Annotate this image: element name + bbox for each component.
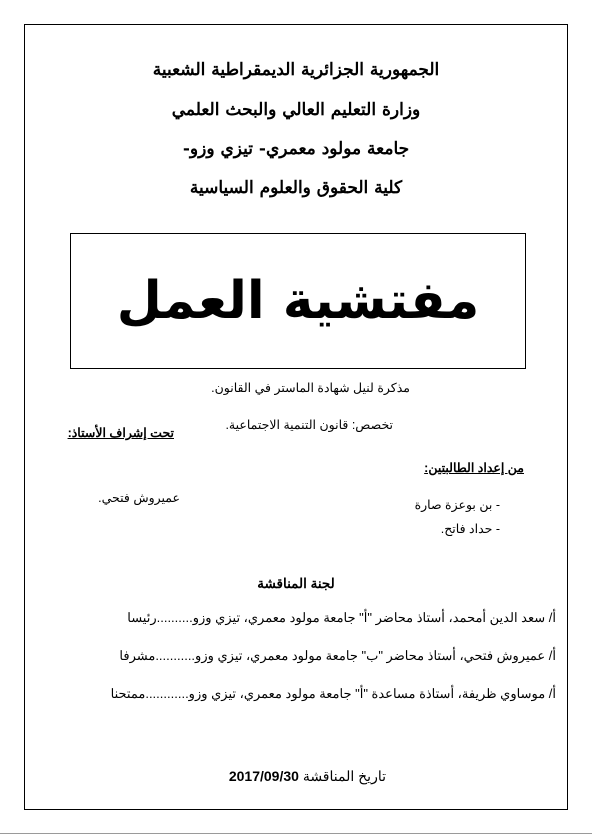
header-faculty: كلية الحقوق والعلوم السياسية (189, 178, 403, 198)
student-name-1: - بن بوعزة صارة (414, 498, 500, 512)
supervisor-label: تحت إشراف الأستاذ: (67, 426, 174, 440)
supervisor-name: عميروش فتحي. (98, 491, 180, 505)
defense-date-value: 2017/09/30 (228, 768, 299, 784)
student-name-2: - حداد فاتح. (440, 522, 500, 536)
header-republic: الجمهورية الجزائرية الديمقراطية الشعبية (152, 60, 440, 80)
thesis-title: مفتشية العمل (116, 271, 480, 331)
page-bottom-divider (0, 833, 592, 834)
committee-member-2: أ/ عميروش فتحي، أستاذ محاضر "ب" جامعة مولود معمري، تيزي وزو...........مشرفا (119, 648, 556, 663)
specialty-line: تخصص: قانون التنمية الاجتماعية. (225, 418, 393, 432)
title-box (70, 233, 526, 369)
committee-title: لجنة المناقشة (257, 576, 335, 591)
students-label: من إعداد الطالبتين: (424, 461, 524, 475)
committee-member-1: أ/ سعد الدين أمحمد، أستاذ محاضر "أ" جامعة مولود معمري، تيزي وزو..........رئيسا (127, 610, 556, 625)
header-university: جامعة مولود معمري- تيزي وزو- (182, 139, 410, 159)
defense-date-label: تاريخ المناقشة (302, 768, 386, 784)
committee-member-3: أ/ موساوي ظريفة، أستاذة مساعدة "أ" جامعة مولود معمري، تيزي وزو............ممتحنا (110, 686, 556, 701)
defense-date (229, 768, 386, 785)
degree-line: مذكرة لنيل شهادة الماستر في القانون. (211, 381, 410, 395)
header-ministry: وزارة التعليم العالي والبحث العلمي (171, 100, 421, 120)
